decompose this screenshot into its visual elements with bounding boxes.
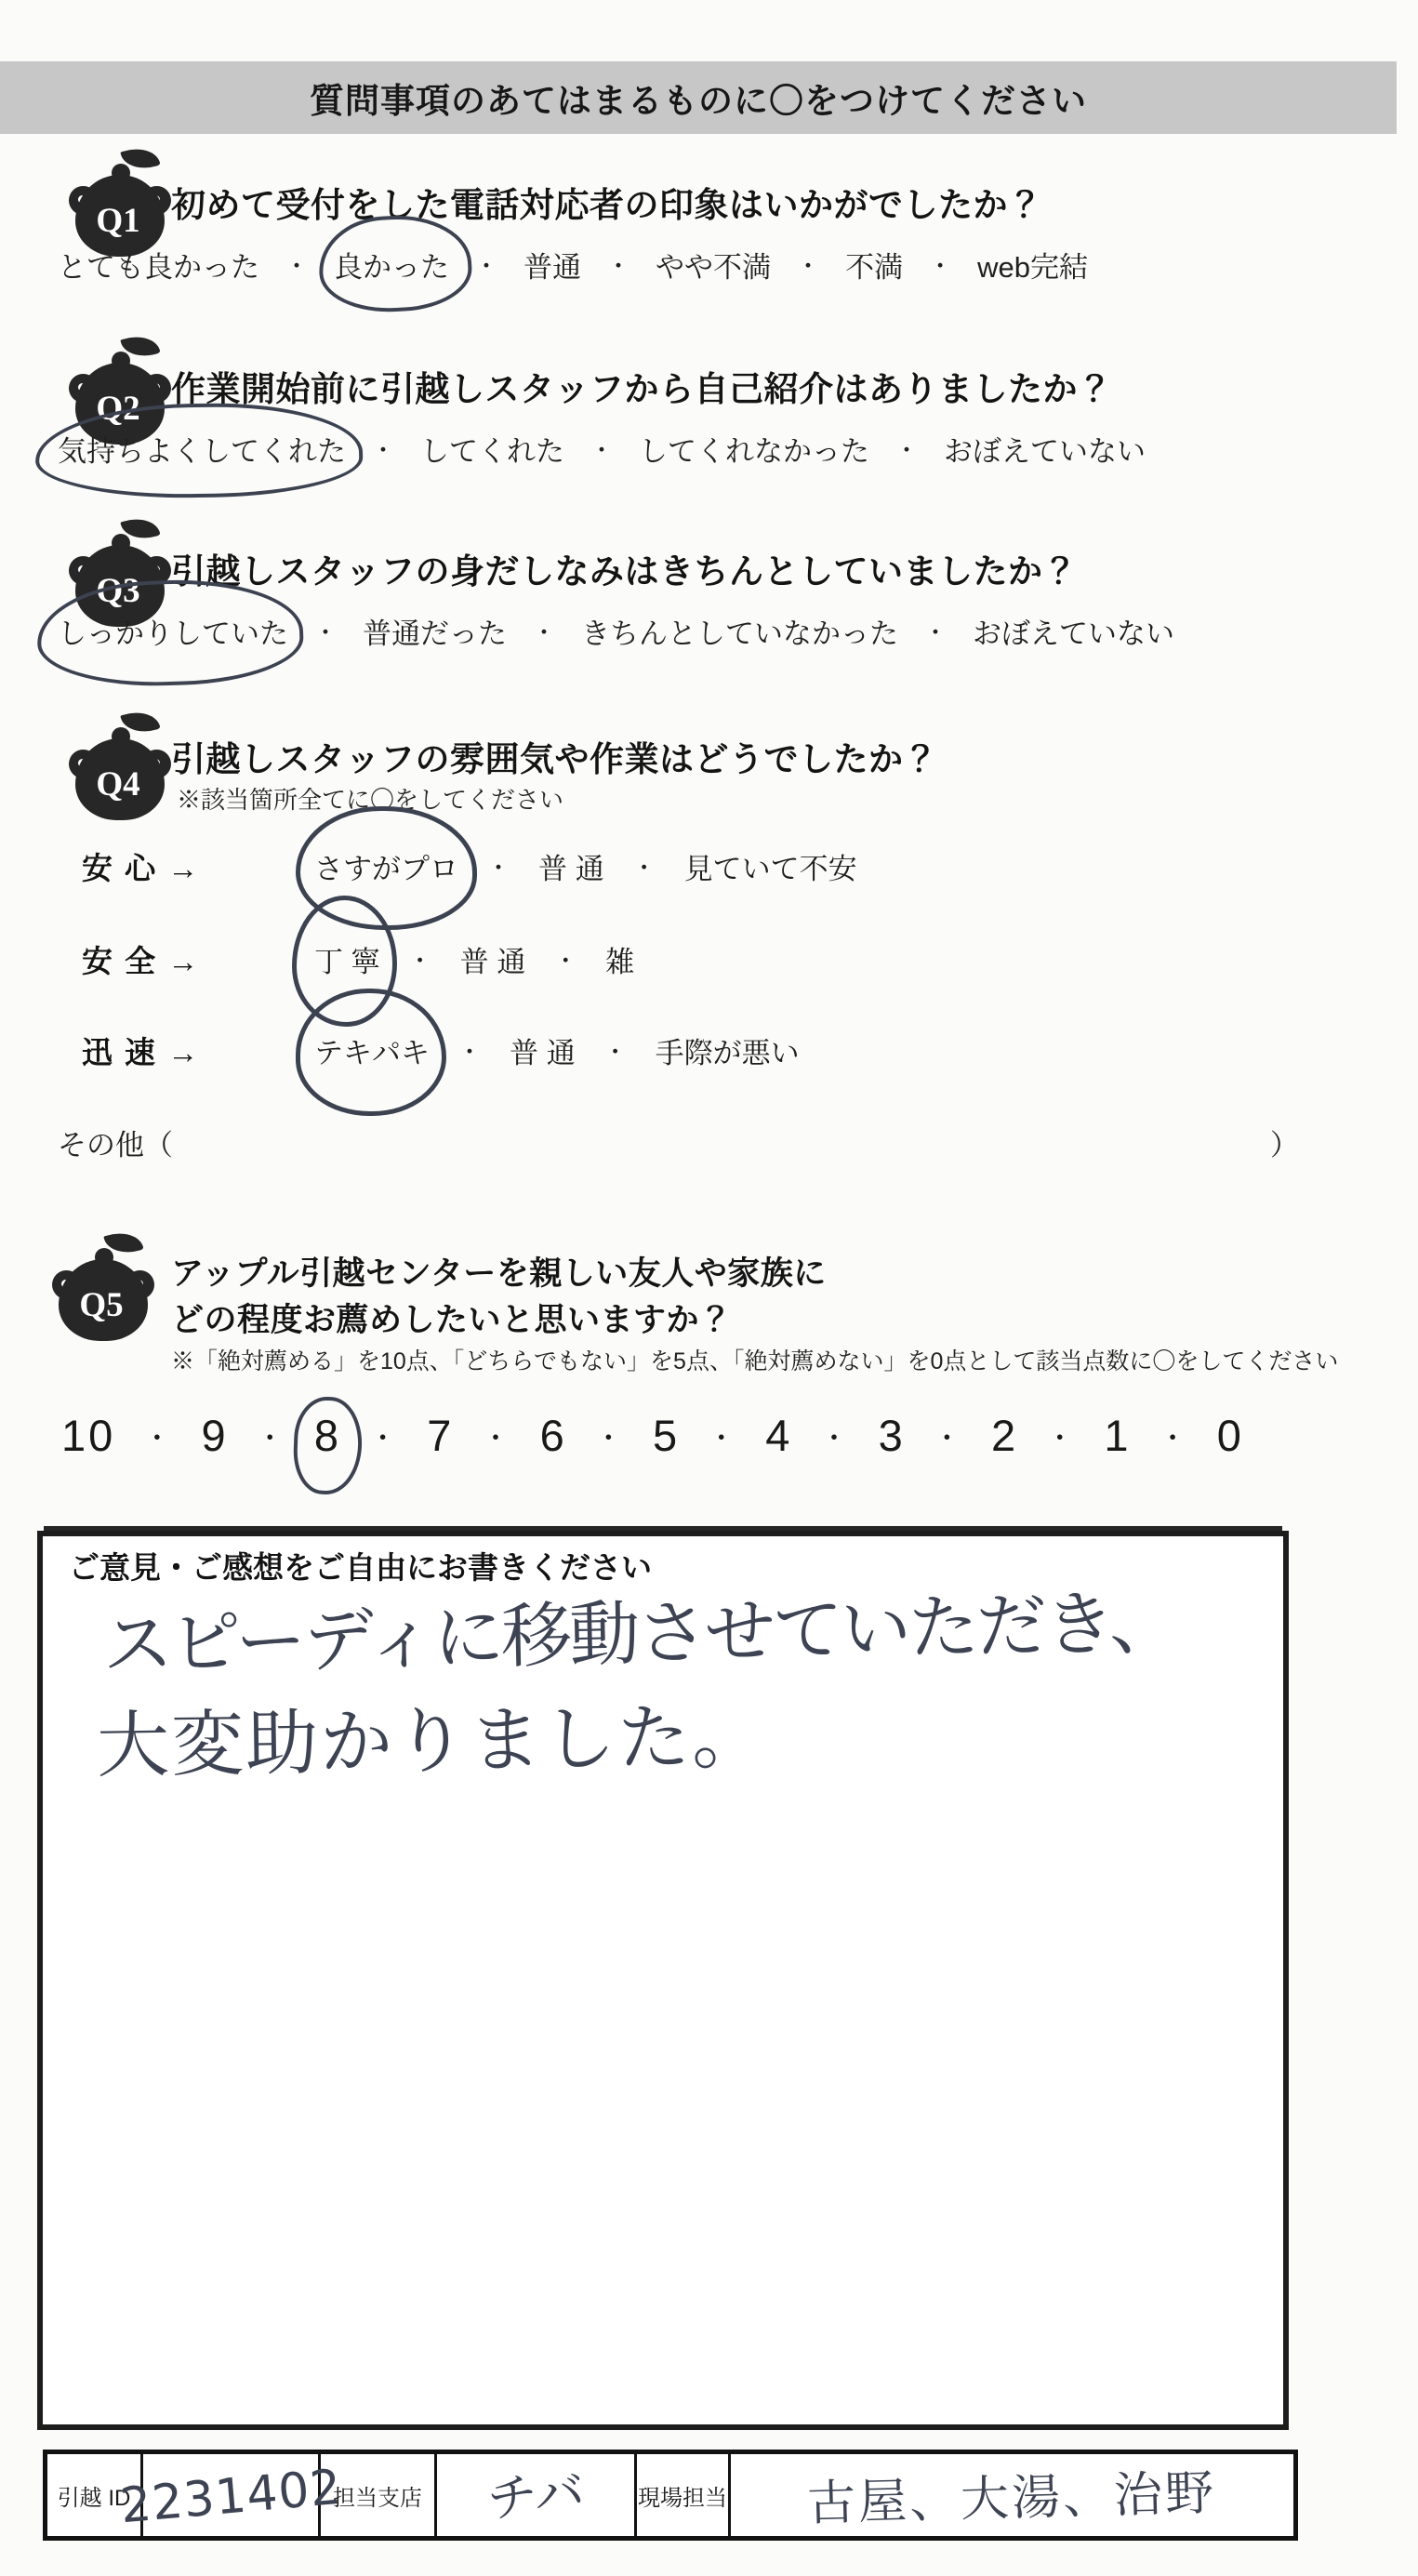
handwritten-crew-names: 古屋、大湯、治野 (806, 2464, 1218, 2532)
handwritten-comment-line1: スピーディに移動させていただき、 (101, 1580, 1178, 1687)
row-options (314, 1029, 800, 1071)
crew-value-cell (731, 2454, 1293, 2536)
option: 見ていて不安 (683, 853, 857, 885)
moving-id-value-cell (117, 2454, 344, 2536)
footer-table (43, 2450, 1298, 2541)
q4-row-anzen (82, 937, 634, 981)
q4-row-jinsoku (82, 1029, 800, 1072)
row-options (314, 845, 857, 887)
option: 手際が悪い (655, 1037, 800, 1069)
q5-question-line1: アップル引越センターを親しい友人や家族に (171, 1255, 827, 1292)
q2-options (58, 428, 1146, 470)
separator-dot: ・ (796, 252, 821, 280)
handwritten-comment-line2: 大変助かりました。 (96, 1694, 767, 1789)
scale-number: 3 (878, 1411, 906, 1460)
option: おぼえていない (973, 617, 1175, 650)
option-selected (314, 1029, 430, 1071)
q4-question: 引越しスタッフの雰囲気や作業はどうでしたか？ (171, 740, 938, 778)
moving-id-label: 引越 ID (57, 2485, 131, 2511)
separator-dot: ・ (481, 1423, 512, 1454)
q5-mascot-icon (52, 1237, 154, 1347)
option: おぼえていない (944, 435, 1146, 468)
row-label: 安 全 → (82, 944, 201, 978)
option: 普 通 (459, 946, 526, 978)
q1-options (58, 244, 1088, 285)
option: きちんとしていなかった (581, 617, 899, 650)
scale-number: 7 (427, 1411, 455, 1460)
scale-number: 1 (1104, 1411, 1132, 1460)
option: してくれなかった (639, 435, 870, 468)
separator-dot: ・ (313, 618, 338, 646)
separator-dot: ・ (142, 1423, 174, 1454)
option: 普 通 (538, 853, 604, 885)
option: 気持ちよくしてくれた (58, 435, 346, 468)
q1-badge: Q1 (96, 202, 140, 240)
q2-badge: Q2 (96, 390, 140, 428)
crew-label-cell (637, 2454, 731, 2536)
q1-question: 初めて受付をした電話対応者の印象はいかがでしたか？ (171, 186, 1043, 224)
separator-dot: ・ (895, 436, 920, 464)
q2-question: 作業開始前に引越しスタッフから自己紹介はありましたか？ (171, 370, 1113, 408)
crew-label: 現場担当 (638, 2485, 727, 2511)
separator-dot: ・ (603, 1038, 628, 1066)
option: とても良かった (58, 251, 259, 284)
option: web完結 (977, 251, 1088, 284)
row-options (314, 938, 634, 980)
handwritten-moving-id: 2231402 (117, 2459, 344, 2535)
q3-badge: Q3 (96, 572, 140, 610)
q3-question: 引越しスタッフの身だしなみはきちんとしていましたか？ (171, 552, 1078, 591)
option: 丁 寧 (314, 946, 380, 978)
option: 普通 (523, 251, 582, 284)
option: さすがプロ (314, 853, 458, 885)
separator-dot: ・ (594, 1423, 626, 1454)
separator-dot: ・ (256, 1423, 287, 1454)
separator-dot: ・ (457, 1038, 483, 1066)
option-selected (314, 938, 380, 980)
q4-mascot-icon (69, 716, 171, 826)
scale-number: 0 (1216, 1411, 1244, 1460)
option: 雑 (605, 946, 635, 978)
row-label: 安 心 → (82, 851, 201, 885)
separator-dot: ・ (923, 618, 948, 646)
option-selected (314, 845, 458, 887)
q5-question-line2: どの程度お薦めしたいと思いますか？ (171, 1302, 733, 1338)
separator-dot: ・ (371, 436, 396, 464)
option: 普 通 (510, 1037, 576, 1069)
scale-number: 6 (539, 1411, 567, 1460)
separator-dot: ・ (933, 1423, 964, 1454)
q3-options (58, 610, 1174, 652)
scale-number: 10 (61, 1411, 116, 1460)
option: 良かった (334, 251, 450, 284)
separator-dot: ・ (532, 618, 557, 646)
branch-value-cell (437, 2454, 637, 2536)
option-selected (58, 428, 346, 470)
separator-dot: ・ (285, 252, 310, 280)
q5-badge: Q5 (79, 1286, 124, 1324)
option: テキパキ (314, 1037, 430, 1069)
separator-dot: ・ (707, 1423, 738, 1454)
separator-dot: ・ (590, 436, 615, 464)
separator-dot: ・ (1159, 1423, 1190, 1454)
q4-note: ※該当箇所全てに〇をしてください (177, 786, 564, 814)
q4-other-close: ） (1270, 1129, 1299, 1162)
handwritten-branch: チバ (484, 2462, 587, 2529)
comment-box (37, 1531, 1289, 2430)
q5-scale-row (61, 1410, 1244, 1461)
separator-dot: ・ (928, 252, 953, 280)
option-selected (58, 610, 288, 652)
branch-label: 担当支店 (333, 2485, 422, 2511)
separator-dot: ・ (486, 854, 511, 882)
scale-number: 2 (991, 1411, 1019, 1460)
option: してくれた (420, 435, 565, 468)
scale-number: 8 (313, 1411, 341, 1460)
separator-dot: ・ (474, 252, 499, 280)
scale-number: 9 (201, 1411, 229, 1460)
separator-dot: ・ (407, 947, 432, 975)
q4-other-open (58, 1122, 173, 1163)
option: 不満 (845, 251, 904, 284)
separator-dot: ・ (606, 252, 631, 280)
option: やや不満 (656, 251, 772, 284)
option-selected (334, 244, 449, 285)
separator-dot: ・ (368, 1423, 400, 1454)
q4-row-anshin (82, 844, 857, 888)
scale-number: 4 (765, 1411, 793, 1460)
scale-number: 5 (652, 1411, 681, 1460)
row-label: 迅 速 → (82, 1035, 201, 1069)
header-bar (0, 61, 1397, 134)
other-label: その他（ (58, 1129, 173, 1162)
separator-dot: ・ (631, 854, 656, 882)
page-title: 質問事項のあてはまるものに〇をつけてください (310, 82, 1087, 120)
q5-note: ※「絶対薦める」を10点、「どちらでもない」を5点、「絶対薦めない」を0点として該当点数に〇をしてください (171, 1348, 1339, 1374)
option: しっかりしていた (58, 617, 288, 650)
separator-dot: ・ (553, 947, 578, 975)
q4-badge: Q4 (96, 765, 140, 803)
option: 普通だった (363, 617, 508, 650)
scale-number-selected (314, 1410, 341, 1461)
separator-dot: ・ (820, 1423, 852, 1454)
comment-box-title: ご意見・ご感想をご自由にお書きください (69, 1550, 652, 1585)
separator-dot: ・ (1045, 1423, 1077, 1454)
